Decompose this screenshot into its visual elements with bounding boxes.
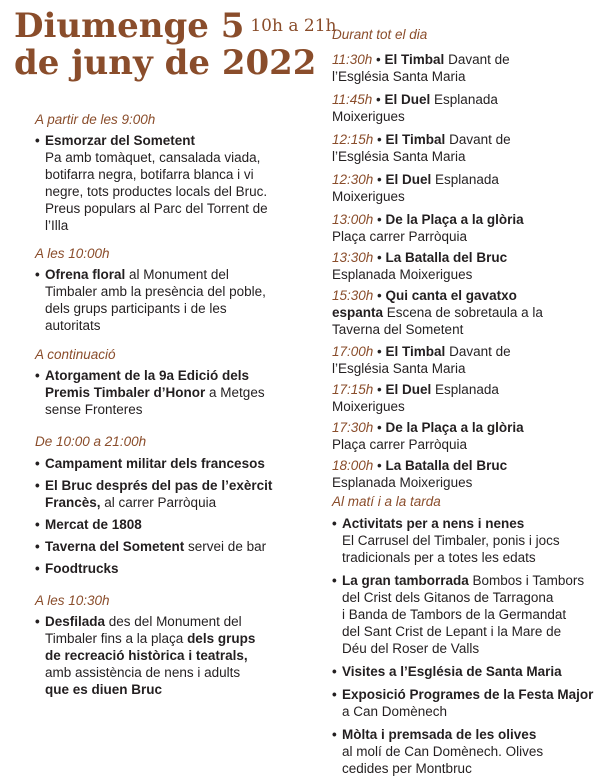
section-heading: Al matí i a la tarda [332,494,441,509]
list-item: • Desfilada des del Monument del Timbaler fins a la plaça dels grups de recreació històrica i teatrals, amb assistència de nens i adults que es diuen Bruc [35,613,300,698]
title-date: de juny de 2022 [14,43,317,83]
section-breakfast [35,111,300,234]
section-heading: Durant tot el dia [332,27,428,42]
page-title [14,6,337,83]
schedule-item: 11:30h • El Timbal Davant de l’Església Santa Maria [332,52,510,84]
section-award [35,346,300,418]
list-item: • Ofrena floral al Monument del Timbaler amb la presència del poble, dels grups participants i de les autoritats [35,266,300,334]
section-heading: A les 10:30h [35,593,110,608]
list-item: • Mercat de 1808 [35,516,300,533]
section-heading: A continuació [35,347,116,362]
list-item: • Atorgament de la 9a Edició dels Premis Timbaler d’Honor a Metges sense Fronteres [35,367,300,418]
schedule-item: 11:45h • El Duel Esplanada Moixerigues [332,92,498,124]
title-day: Diumenge 5 [14,6,245,46]
title-hours: 10h a 21h [250,16,337,36]
schedule-item: 17:15h • El Duel Esplanada Moixerigues [332,382,499,414]
list-item: • Esmorzar del Sometent Pa amb tomàquet, cansalada viada, botifarra negra, botifarra blanca i vi negre, tots productes locals del Bruc. Preus populars al Parc del Torrent de l’Illa [35,132,300,234]
schedule-list [332,51,615,495]
list-item: • Foodtrucks [35,560,300,577]
schedule-item: 17:30h • De la Plaça a la glòria Plaça carrer Parròquia [332,420,524,452]
list-item: • Mòlta i premsada de les olives al molí de Can Domènech. Olives cedides per Montbruc [332,726,615,777]
schedule-item: 13:00h • De la Plaça a la glòria Plaça carrer Parròquia [332,212,524,244]
section-heading: A partir de les 9:00h [35,112,156,127]
schedule-item: 12:15h • El Timbal Davant de l’Església Santa Maria [332,132,511,164]
section-parade [35,592,300,698]
list-item: • Activitats per a nens i nenes El Carrusel del Timbaler, ponis i jocs tradicionals per a totes les edats [332,515,615,566]
section-heading: De 10:00 a 21:00h [35,434,147,449]
list-item: • Exposició Programes de la Festa Major a Can Domènech [332,686,615,720]
schedule-item: 13:30h • La Batalla del Bruc Esplanada Moixerigues [332,250,508,282]
section-allday [35,433,300,577]
section-morning-afternoon [332,493,615,777]
list-item: • Campament militar dels francesos [35,455,300,472]
schedule-item: 17:00h • El Timbal Davant de l’Església Santa Maria [332,344,511,376]
section-floral [35,245,300,334]
list-item: • Visites a l’Església de Santa Maria [332,663,615,680]
schedule-item: 18:00h • La Batalla del Bruc Esplanada Moixerigues [332,458,508,490]
list-item: • La gran tamborrada Bombos i Tambors del Crist dels Gitanos de Tarragona i Banda de Tambors de la Germandat del Sant Crist de Lepant i la Mare de Déu del Roser de Valls [332,572,615,657]
section-heading: A les 10:00h [35,246,110,261]
list-item: • El Bruc després del pas de l’exèrcit Francès, al carrer Parròquia [35,477,300,511]
schedule-item: 15:30h • Qui canta el gavatxo espanta Escena de sobretaula a la Taverna del Sometent [332,288,543,337]
list-item: • Taverna del Sometent servei de bar [35,538,300,555]
section-all-day [332,26,615,43]
schedule-item: 12:30h • El Duel Esplanada Moixerigues [332,172,499,204]
